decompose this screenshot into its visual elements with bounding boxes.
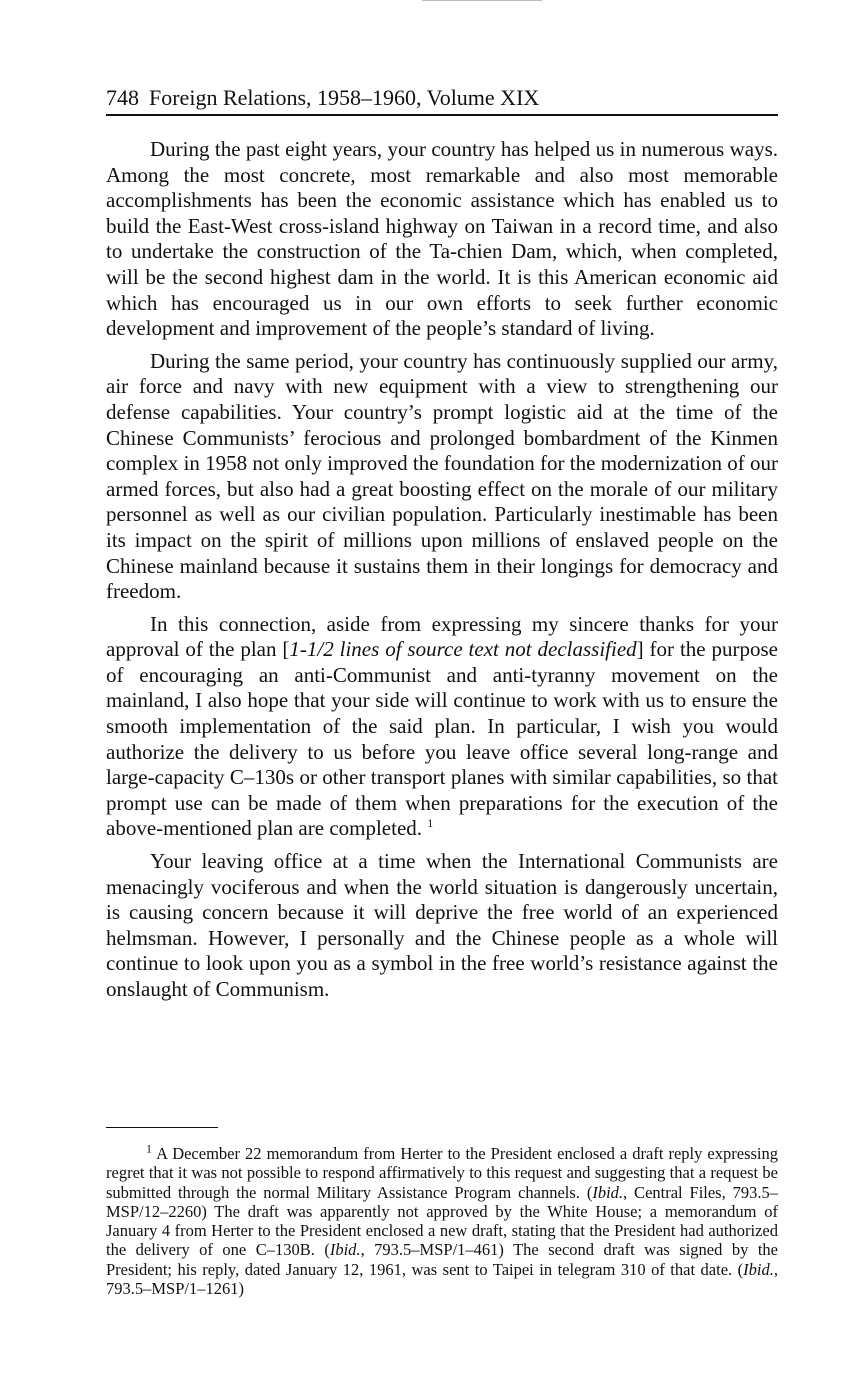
paragraph-1: During the past eight years, your country has helped us in numerous ways. Among the most concrete, most remarkable and also most memorable accomplishments has been the economic assistance which has enabled us to build the East-West cross-island highway on Taiwan in a record time, and also to undertake the construction of the Ta-chien Dam, which, when completed, will be the second highest dam in the world. It is this American economic aid which has encouraged us in our own efforts to seek further economic development and improvement of the people’s standard of living. — [106, 137, 778, 341]
paragraph-3 — [106, 612, 778, 842]
header-rule — [106, 114, 778, 116]
footnote-ibid-1: Ibid. — [592, 1182, 624, 1202]
scan-edge-mark — [422, 0, 542, 3]
footnote-marker: 1 — [146, 1141, 152, 1156]
paragraph-3-text-b: ] for the purpose of encouraging an anti-Communist and anti-tyranny movement on the mainland, I also hope that your side will continue to work with us to ensure the smooth implementation of the said plan. In particular, I wish you would authorize the delivery to us before you leave office several long-range and large-capacity C–130s or other transport planes with similar capabilities, so that prompt use can be made of them when preparations for the execution of the above-mentioned plan are completed. — [106, 637, 778, 841]
footnote-ibid-3: Ibid. — [743, 1259, 774, 1279]
footnote-ibid-2: Ibid. — [329, 1240, 361, 1260]
footnote-text-4: , 793.5–MSP/1–1261) — [106, 1259, 778, 1299]
paragraph-3-text-a: In this connection, aside from expressing my sincere thanks for your approval of the plan [ — [106, 611, 778, 662]
paragraph-2: During the same period, your country has continuously supplied our army, air force and navy with new equipment with a view to strengthening our defense capabilities. Your country’s prompt logistic aid at the time of the Chinese Communists’ ferocious and prolonged bombardment of the Kinmen complex in 1958 not only improved the foundation for the modernization of our armed forces, but also had a great boosting effect on the morale of our military personnel as well as our civilian population. Particularly inestimable has been its impact on the spirit of millions upon millions of enslaved people on the Chinese mainland because it sustains them in their longings for democracy and freedom. — [106, 348, 778, 604]
footnote-text-2: , Central Files, 793.5–MSP/12–2260) The draft was apparently not approved by the White House; a memorandum of January 4 from Herter to the President enclosed a new draft, stating that the President had authorized the delivery of one C–130B. ( — [106, 1182, 778, 1260]
running-title: Foreign Relations, 1958–1960, Volume XIX — [149, 85, 540, 110]
footnote-1 — [106, 1141, 778, 1299]
paragraph-4: Your leaving office at a time when the International Communists are menacingly vociferous and when the world situation is dangerously uncertain, is causing concern because it will deprive the free world of an experienced helmsman. However, I personally and the Chinese people as a whole will continue to look upon you as a symbol in the free world’s resistance against the onslaught of Communism. — [106, 849, 778, 1001]
page-number: 748 — [106, 85, 139, 110]
letter-body — [106, 137, 778, 1010]
footnote-text-3: , 793.5–MSP/1–461) The second draft was signed by the President; his reply, dated January 12, 1961, was sent to Taipei in telegram 310 of that date. ( — [106, 1240, 778, 1279]
redaction-note: 1-1/2 lines of source text not declassified — [289, 637, 637, 662]
footnote-rule — [106, 1127, 218, 1128]
running-header — [106, 84, 778, 112]
footnote — [106, 1141, 778, 1299]
footnote-reference[interactable]: 1 — [427, 816, 434, 831]
footnote-text-1: A December 22 memorandum from Herter to the President enclosed a draft reply expressing regret that it was not possible to respond affirmatively to this request and suggesting that a request be submitted through the normal Military Assistance Program channels. ( — [106, 1144, 778, 1202]
